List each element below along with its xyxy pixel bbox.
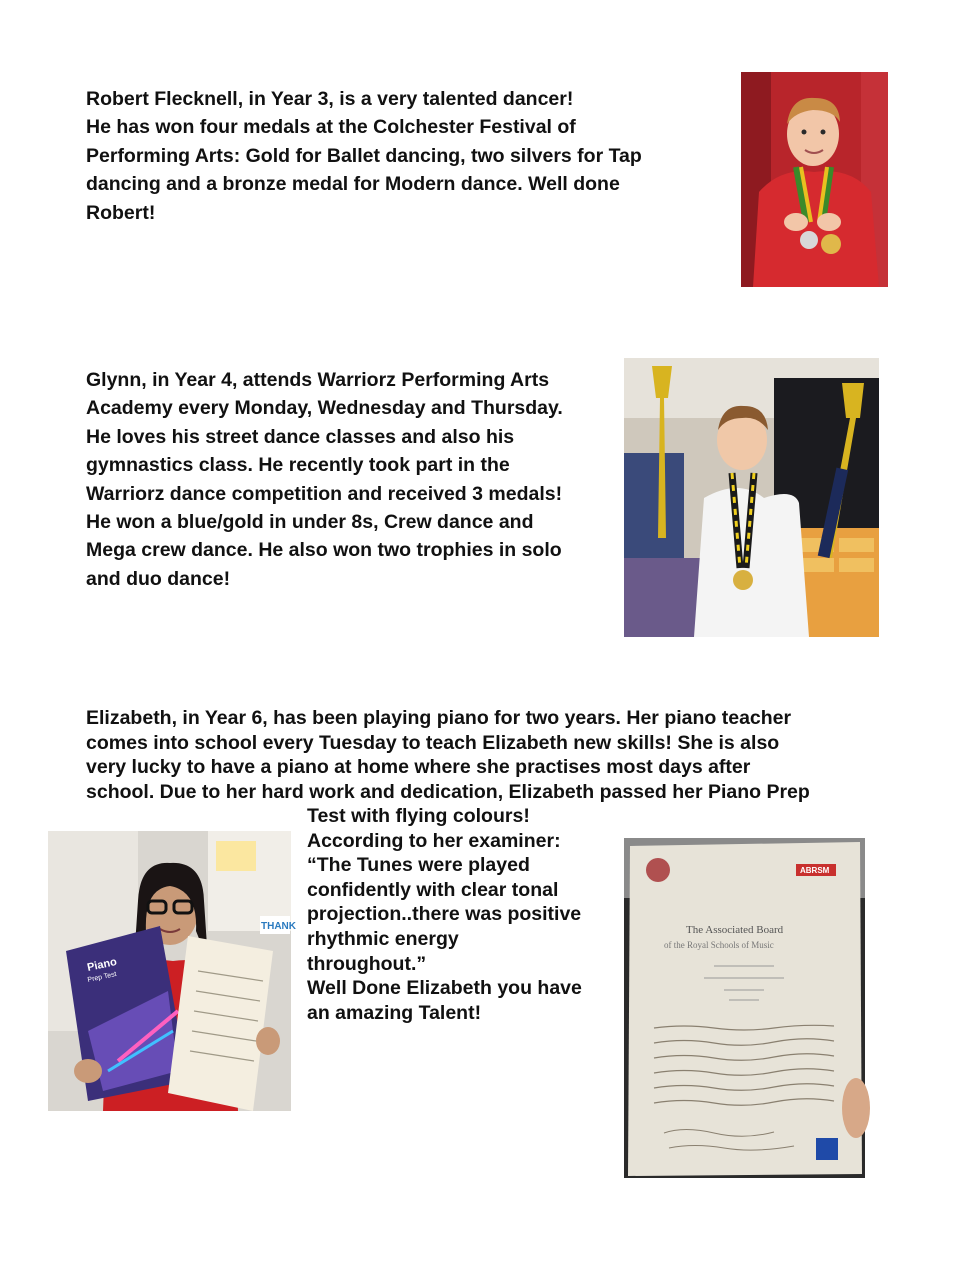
- robert-line: dancing and a bronze medal for Modern dance. Well done: [86, 173, 620, 196]
- glynn-line: He loves his street dance classes and also his: [86, 425, 515, 448]
- robert-paragraph: [86, 85, 642, 227]
- glynn-line: Academy every Monday, Wednesday and Thursday.: [86, 397, 563, 420]
- glynn-line: Glynn, in Year 4, attends Warriorz Performing Arts: [86, 369, 550, 391]
- cert-brand: ABRSM: [800, 866, 830, 875]
- book-subtitle: Prep Test: [86, 970, 118, 984]
- glynn-line: Mega crew dance. He also won two trophies in solo: [86, 539, 562, 562]
- wall-sign-text: THANK: [261, 921, 296, 932]
- glynn-paragraph: [86, 366, 563, 593]
- elizabeth-line: school. Due to her hard work and dedication, Elizabeth passed her Piano Prep: [86, 780, 810, 803]
- cert-subtitle: of the Royal Schools of Music: [664, 940, 774, 950]
- cert-title: The Associated Board: [686, 924, 784, 936]
- robert-photo: [741, 72, 888, 287]
- robert-line: Robert!: [86, 201, 156, 224]
- robert-line: Robert Flecknell, in Year 3, is a very talented dancer!: [86, 88, 574, 110]
- elizabeth-line: very lucky to have a piano at home where she practises most days after: [86, 756, 751, 779]
- robert-line: He has won four medals at the Colchester Festival of: [86, 116, 576, 139]
- elizabeth-line: Elizabeth, in Year 6, has been playing piano for two years. Her piano teacher: [86, 707, 792, 729]
- elizabeth-line: comes into school every Tuesday to teach Elizabeth new skills! She is also: [86, 731, 780, 754]
- certificate-photo: [624, 838, 865, 1178]
- book-title: Piano: [86, 955, 118, 974]
- elizabeth-side-line: confidently with clear tonal: [307, 878, 559, 901]
- elizabeth-side-line: an amazing Talent!: [307, 1001, 482, 1024]
- elizabeth-side-line: throughout.”: [307, 952, 427, 975]
- glynn-line: and duo dance!: [86, 567, 231, 590]
- elizabeth-photo: [48, 831, 296, 1111]
- elizabeth-side-line: Test with flying colours!: [307, 805, 530, 827]
- elizabeth-side-line: “The Tunes were played: [307, 854, 530, 877]
- elizabeth-side-line: rhythmic energy: [307, 927, 459, 950]
- glynn-photo: [624, 358, 879, 637]
- elizabeth-side-paragraph: [307, 804, 582, 1025]
- robert-line: Performing Arts: Gold for Ballet dancing, two silvers for Tap: [86, 144, 642, 167]
- glynn-line: gymnastics class. He recently took part in the: [86, 454, 510, 477]
- elizabeth-side-line: Well Done Elizabeth you have: [307, 977, 582, 1000]
- glynn-line: Warriorz dance competition and received 3 medals!: [86, 482, 563, 505]
- elizabeth-side-line: According to her examiner:: [307, 829, 561, 852]
- elizabeth-paragraph: [86, 706, 810, 804]
- glynn-line: He won a blue/gold in under 8s, Crew dance and: [86, 511, 534, 534]
- elizabeth-side-line: projection..there was positive: [307, 903, 582, 926]
